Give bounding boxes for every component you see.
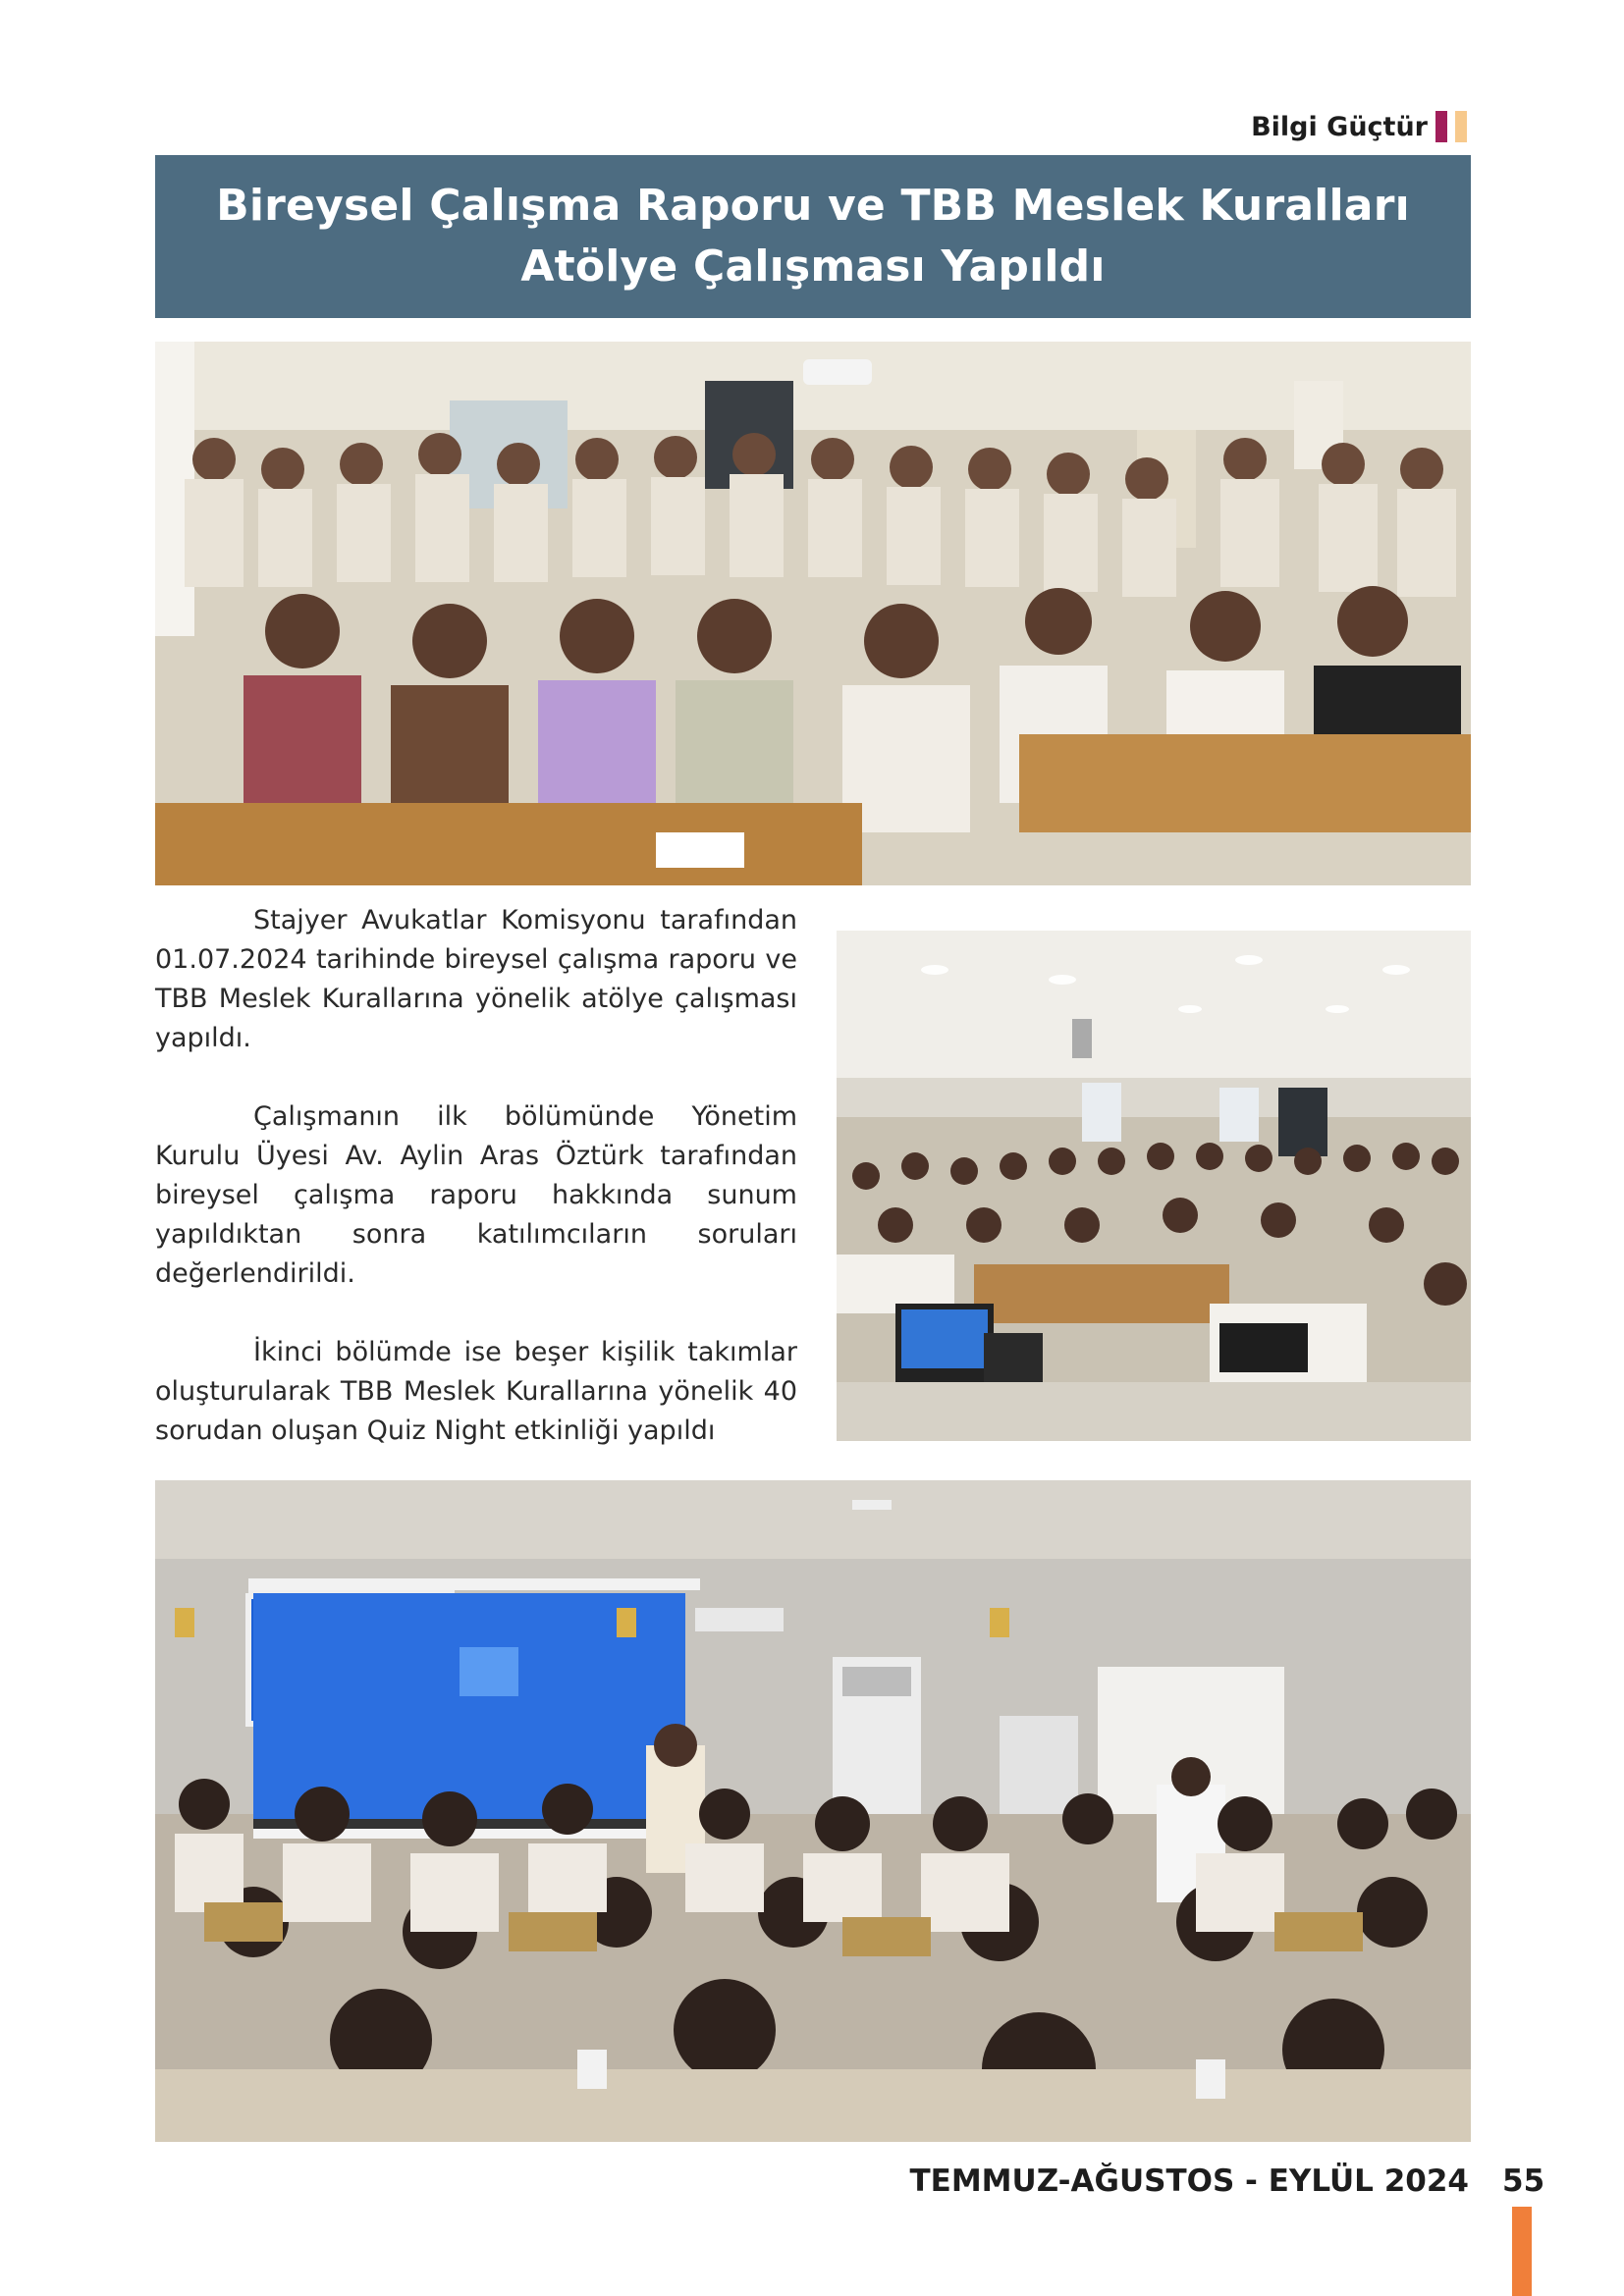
page-number: 55 xyxy=(1502,2163,1545,2199)
group-photo xyxy=(155,342,1471,885)
article-title-line-2: Atölye Çalışması Yapıldı xyxy=(520,241,1106,292)
presentation-photo xyxy=(155,1480,1471,2142)
article-paragraph: Çalışmanın ilk bölümünde Yönetim Kurulu Üyesi Av. Aylin Aras Öztürk tarafından bireysel çalışma raporu hakkında sunum yapıldıktan sonra katılımcıların soruları değerlendirildi. xyxy=(155,1101,797,1289)
section-accent-bar-primary xyxy=(1435,111,1447,142)
section-accent-bar-secondary xyxy=(1455,111,1467,142)
article-body xyxy=(155,901,797,1490)
section-label-text: Bilgi Güçtür xyxy=(1251,111,1428,142)
page-tab xyxy=(1512,2207,1532,2296)
article-title-box xyxy=(155,155,1471,318)
article-paragraph: İkinci bölümde ise beşer kişilik takımlar oluşturularak TBB Meslek Kurallarına yönelik 40 sorudan oluşan Quiz Night etkinliği yapıldı xyxy=(155,1337,797,1446)
article-title-line-1: Bireysel Çalışma Raporu ve TBB Meslek Kuralları xyxy=(216,181,1410,231)
article-paragraph: Stajyer Avukatlar Komisyonu tarafından 01.07.2024 tarihinde bireysel çalışma raporu ve TBB Meslek Kurallarına yönelik atölye çalışması yapıldı. xyxy=(155,905,797,1053)
issue-label: TEMMUZ-AĞUSTOS - EYLÜL 2024 xyxy=(909,2163,1469,2199)
audience-photo xyxy=(837,931,1471,1441)
section-label xyxy=(1251,108,1467,145)
